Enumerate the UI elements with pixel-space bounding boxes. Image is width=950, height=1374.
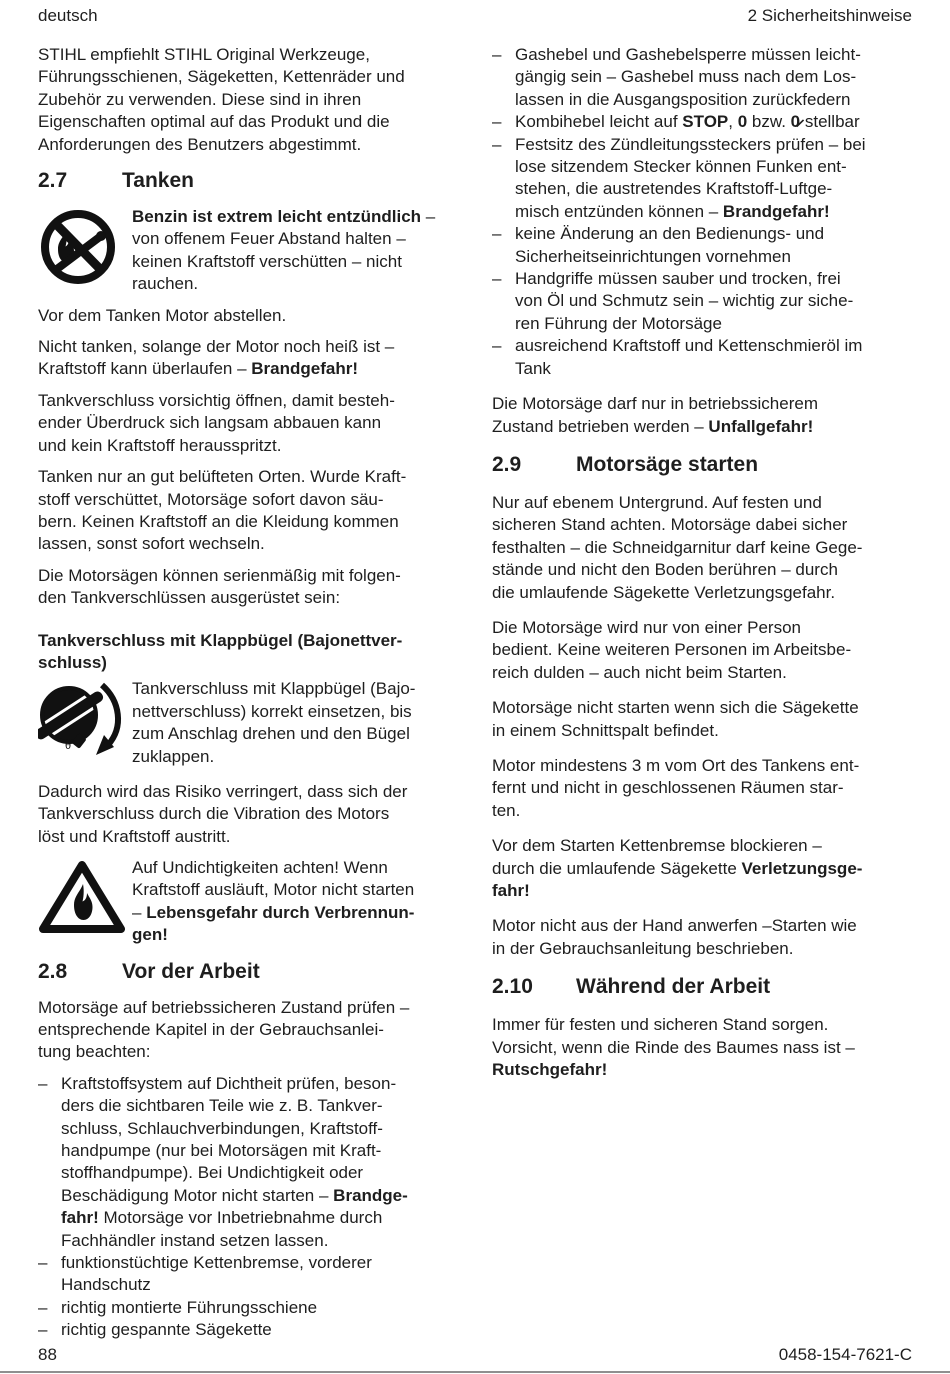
dash-bullet: – [492, 112, 502, 132]
paragraph: Motor mindestens 3 m vom Ort des Tankens ent- fernt und nicht in geschlossenen Räumen star- ten. [492, 755, 860, 820]
dash-list [38, 1073, 462, 1342]
bold-text: Brandgefahr! [251, 359, 359, 379]
paragraph: Benzin ist extrem leicht entzündlich – von offenem Feuer Abstand halten – keinen Kraftstoff verschütten – nicht rauchen. [132, 207, 436, 294]
bold-text: Unfallgefahr! [708, 416, 814, 436]
dash-bullet: – [492, 336, 502, 356]
page-number: 88 [38, 1345, 57, 1364]
bold-text: fahr! [61, 1208, 99, 1228]
bold-text: STOP [682, 112, 729, 132]
section-heading [38, 959, 462, 985]
bold-text: Brandge- [333, 1185, 408, 1205]
paragraph: Tankverschluss mit Klappbügel (Bajo- nettverschluss) korrekt einsetzen, bis zum Anschlag drehen und den Bügel zuklappen. [132, 679, 416, 766]
section-number: 2.10 [492, 975, 533, 999]
section-number: 2.9 [492, 452, 522, 476]
paragraph: Motorsäge auf betriebssicheren Zustand prüfen – entsprechende Kapitel in der Gebrauchsanlei- tung beachten: [38, 997, 410, 1062]
section-title: Motorsäge starten [576, 452, 759, 476]
paragraph: Vor dem Tanken Motor abstellen. [38, 305, 287, 325]
tank-cap-bayonet-icon [38, 678, 132, 771]
list-item: – Gashebel und Gashebelsperre müssen leicht- gängig sein – Gashebel muss nach dem Los- lassen in die Ausgangsposition zurückfedern [492, 45, 861, 109]
paragraph: Immer für festen und sicheren Stand sorgen. Vorsicht, wenn die Rinde des Baumes nass ist – Rutschgefahr! [492, 1015, 855, 1080]
paragraph: Dadurch wird das Risiko verringert, dass sich der Tankverschluss durch die Vibration des Motors löst und Kraftstoff austritt. [38, 781, 408, 846]
paragraph: Die Motorsäge darf nur in betriebssicherem Zustand betrieben werden – Unfallgefahr! [492, 394, 818, 436]
left-column [38, 44, 462, 1351]
section-heading [492, 974, 916, 1000]
section-heading [38, 168, 462, 194]
bold-text: gen! [132, 925, 168, 945]
flammable-warning-icon [38, 857, 132, 947]
dash-list [492, 44, 916, 380]
bold-text: Brandgefahr! [722, 201, 830, 221]
list-item: – Kombihebel leicht auf STOP, 0 bzw. 0̷ stellbar [492, 111, 916, 133]
paragraph: Die Motorsägen können serienmäßig mit folgen- den Tankverschlüssen ausgerüstet sein: [38, 565, 401, 608]
dash-bullet: – [38, 1320, 48, 1340]
dash-bullet: – [492, 134, 502, 154]
paragraph: Motor nicht aus der Hand anwerfen –Starten wie in der Gebrauchsanleitung beschrieben. [492, 916, 857, 958]
section-heading [492, 452, 916, 478]
bold-subheading: Tankverschluss mit Klappbügel (Bajonettver- schluss) [38, 630, 403, 672]
list-item: – richtig gespannte Sägekette [38, 1319, 462, 1341]
bold-text: Rutschgefahr! [492, 1060, 608, 1080]
list-item: – Kraftstoffsystem auf Dichtheit prüfen, beson- ders die sichtbaren Teile wie z. B. Tankver- schluss, Schlauchverbindungen, Kraftstoff- handpumpe (nur bei Motorsägen mit Kraft- stoffhandpumpe). Bei Undichtigkeit oder Beschädigung Motor nicht starten – Brandge- fahr! Motorsäge vor Inbetriebnahme durch Fachhändler instand setzen lassen. [38, 1073, 408, 1250]
paragraph: Tankverschluss vorsichtig öffnen, damit besteh- ender Überdruck sich langsam abbauen kann und kein Kraftstoff herausspritzt. [38, 390, 395, 455]
section-number: 2.8 [38, 959, 68, 983]
icon-paragraph [38, 678, 462, 771]
page-bottom-rule [0, 1371, 950, 1373]
list-item: – funktionstüchtige Kettenbremse, vorderer Handschutz [38, 1253, 372, 1295]
dash-bullet: – [38, 1073, 48, 1093]
dash-bullet: – [492, 269, 502, 289]
list-item: – Festsitz des Zündleitungssteckers prüfen – bei lose sitzendem Stecker können Funken ent- stehen, die austretendes Kraftstoff-Luftge- misch entzünden können – Brandgefahr! [492, 134, 866, 221]
part-number: 0458-154-7621-C [778, 1345, 912, 1364]
paragraph: Motorsäge nicht starten wenn sich die Sägekette in einem Schnittspalt befindet. [492, 698, 859, 740]
paragraph: Tanken nur an gut belüfteten Orten. Wurde Kraft- stoff verschüttet, Motorsäge sofort davon säu- bern. Keinen Kraftstoff an die Kleidung kommen lassen, sonst sofort wechseln. [38, 467, 407, 554]
section-number: 2.7 [38, 169, 68, 193]
bold-text: Verletzungsge- [741, 858, 863, 878]
section-title: Während der Arbeit [576, 975, 771, 999]
bold-text: 0 [737, 112, 748, 132]
section-title: Vor der Arbeit [122, 959, 260, 983]
dash-bullet: – [38, 1253, 48, 1273]
icon-paragraph [38, 206, 462, 296]
paragraph: Die Motorsäge wird nur von einer Person bedient. Keine weiteren Personen im Arbeitsbe- reich dulden – auch nicht beim Starten. [492, 617, 852, 682]
svg-text:θ: θ [65, 740, 72, 753]
paragraph: Auf Undichtigkeiten achten! Wenn Kraftstoff ausläuft, Motor nicht starten – Lebensgefahr durch Verbrennun- gen! [132, 857, 415, 945]
no-open-flame-icon [38, 206, 132, 296]
dash-bullet: – [492, 45, 502, 64]
bold-text: 0̷ [790, 112, 801, 132]
bold-text: Lebensgefahr durch Verbrennun- [146, 902, 415, 922]
dash-bullet: – [492, 224, 502, 244]
list-item: – keine Änderung an den Bedienungs- und Sicherheitseinrichtungen vornehmen [492, 224, 825, 266]
paragraph: Vor dem Starten Kettenbremse blockieren – durch die umlaufende Sägekette Verletzungsge- fahr! [492, 836, 863, 900]
list-item: – Handgriffe müssen sauber und trocken, frei von Öl und Schmutz sein – wichtig zur siche- ren Führung der Motorsäge [492, 269, 854, 333]
paragraph: STIHL empfiehlt STIHL Original Werkzeuge, Führungsschienen, Sägeketten, Kettenräder und Zubehör zu verwenden. Diese sind in ihren Eigenschaften optimal auf das Produkt und die Anforderungen des Benutzers abgestimmt. [38, 45, 405, 154]
list-item: – ausreichend Kraftstoff und Kettenschmieröl im Tank [492, 336, 863, 378]
paragraph: Nicht tanken, solange der Motor noch heiß ist – Kraftstoff kann überlaufen – Brandgefahr! [38, 337, 395, 379]
right-column [492, 44, 916, 1094]
bold-text: Benzin ist extrem leicht entzündlich [132, 207, 422, 227]
list-item: – richtig montierte Führungsschiene [38, 1297, 462, 1319]
bold-text: fahr! [492, 881, 530, 900]
header-language-label: deutsch [38, 6, 98, 25]
dash-bullet: – [38, 1297, 48, 1317]
icon-paragraph [38, 857, 462, 947]
paragraph: Nur auf ebenem Untergrund. Auf festen und sicheren Stand achten. Motorsäge dabei sicher festhalten – die Schneidgarnitur darf keine Gege- stände und nicht den Boden berühren – durch die umlaufende Sägekette Verletzungsgefahr. [492, 492, 863, 602]
section-title: Tanken [122, 169, 194, 193]
header-chapter-title: 2 Sicherheitshinweise [747, 6, 912, 25]
